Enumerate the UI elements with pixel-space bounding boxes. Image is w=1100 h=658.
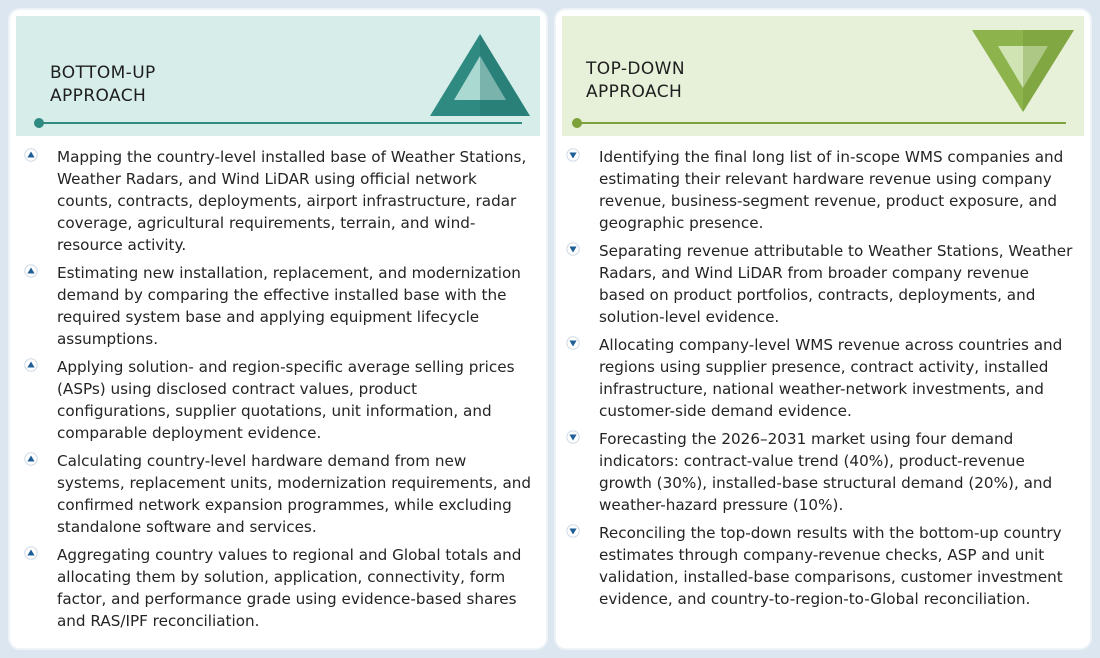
- up-arrow-bullet-icon: [24, 358, 38, 372]
- top-down-underline: [574, 122, 1066, 124]
- top-down-panel: [556, 10, 1090, 648]
- down-arrow-bullet-icon: [566, 430, 580, 444]
- bottom-up-underline-dot: [34, 118, 44, 128]
- right-list-item: [566, 240, 1078, 328]
- right-list-item: [566, 522, 1078, 610]
- left-list-item-text: Calculating country-level hardware demand from new systems, replacement units, modernization requirements, and confirmed network expansion programmes, while excluding standalone software and services.: [57, 452, 532, 536]
- right-list-item-text: Reconciling the top-down results with the bottom-up country estimates through company-revenue checks, ASP and unit validation, installed-base comparisons, customer investment evidence, and country-to-region-to-Global reconciliation.: [599, 524, 1063, 608]
- left-list-item-text: Estimating new installation, replacement, and modernization demand by comparing the effective installed base with the required system base and applying equipment lifecycle assumptions.: [57, 264, 521, 348]
- left-list-item: [24, 146, 534, 256]
- left-list-item-text: Applying solution- and region-specific average selling prices (ASPs) using disclosed contract values, product configurations, supplier quotations, unit information, and comparable deployment evidence.: [57, 358, 515, 442]
- right-list-item: [566, 334, 1078, 422]
- down-triangle-icon: [970, 28, 1076, 114]
- down-arrow-bullet-icon: [566, 524, 580, 538]
- down-arrow-bullet-icon: [566, 148, 580, 162]
- left-list-item: [24, 356, 534, 444]
- left-list-item-text: Mapping the country-level installed base of Weather Stations, Weather Radars, and Wind LiDAR using official network counts, contracts, deployments, airport infrastructure, radar coverage, agricultural requirements, terrain, and wind-resource activity.: [57, 148, 527, 254]
- bottom-up-list: [24, 146, 534, 638]
- right-list-item-text: Identifying the final long list of in-scope WMS companies and estimating their relevant hardware revenue using company revenue, business-segment revenue, product exposure, and geographic presence.: [599, 148, 1064, 232]
- top-down-list: [566, 146, 1078, 616]
- right-list-item: [566, 428, 1078, 516]
- left-list-item-text: Aggregating country values to regional and Global totals and allocating them by solution, application, connectivity, form factor, and performance grade using evidence-based shares and RAS/IPF reconciliation.: [57, 546, 522, 630]
- up-triangle-icon: [428, 32, 532, 118]
- top-down-title-line1: TOP-DOWN: [586, 59, 685, 79]
- down-arrow-bullet-icon: [566, 336, 580, 350]
- left-list-item: [24, 262, 534, 350]
- up-arrow-bullet-icon: [24, 264, 38, 278]
- bottom-up-title: [50, 62, 156, 108]
- up-arrow-bullet-icon: [24, 546, 38, 560]
- top-down-header: [562, 16, 1084, 136]
- up-arrow-bullet-icon: [24, 452, 38, 466]
- bottom-up-header: [16, 16, 540, 136]
- up-arrow-bullet-icon: [24, 148, 38, 162]
- right-list-item: [566, 146, 1078, 234]
- left-list-item: [24, 544, 534, 632]
- down-arrow-bullet-icon: [566, 242, 580, 256]
- top-down-title-line2: APPROACH: [586, 82, 683, 102]
- bottom-up-panel: [10, 10, 546, 648]
- right-list-item-text: Allocating company-level WMS revenue across countries and regions using supplier presence, contract activity, installed infrastructure, national weather-network investments, and customer-side demand evidence.: [599, 336, 1063, 420]
- left-list-item: [24, 450, 534, 538]
- right-list-item-text: Separating revenue attributable to Weather Stations, Weather Radars, and Wind LiDAR from broader company revenue based on product portfolios, contracts, deployments, and solution-level evidence.: [599, 242, 1073, 326]
- bottom-up-underline: [38, 122, 522, 124]
- right-list-item-text: Forecasting the 2026–2031 market using four demand indicators: contract-value trend (40%), product-revenue growth (30%), installed-base structural demand (20%), and weather-hazard pressure (10%).: [599, 430, 1053, 514]
- top-down-underline-dot: [572, 118, 582, 128]
- top-down-title: [586, 58, 685, 104]
- bottom-up-title-line1: BOTTOM-UP: [50, 63, 156, 83]
- bottom-up-title-line2: APPROACH: [50, 86, 147, 106]
